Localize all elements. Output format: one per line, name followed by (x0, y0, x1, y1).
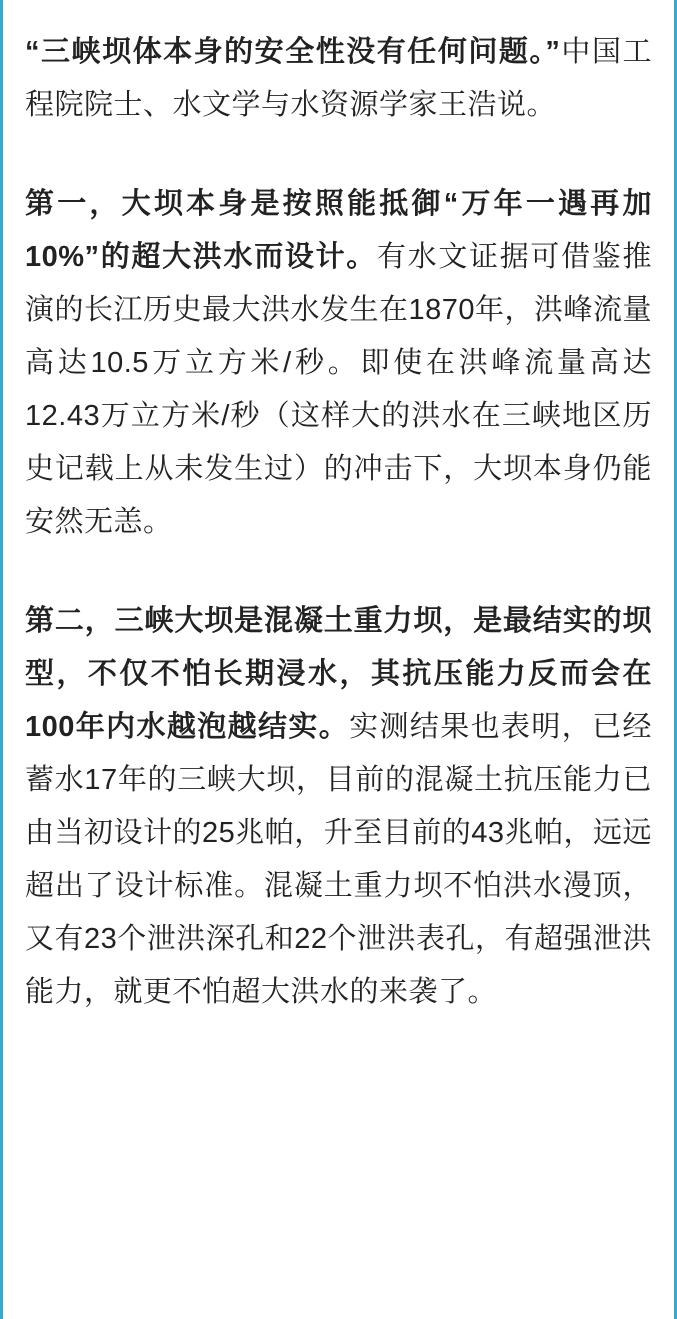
point-one-paragraph (25, 178, 652, 549)
paragraph-spacer-1 (25, 166, 652, 178)
point-one-bold: 第一，大坝本身是按照能抵御“万年一遇再加10%”的超大洪水而设计。 (25, 188, 652, 273)
quote-paragraph-bold: “三峡坝体本身的安全性没有任何问题。” (25, 36, 561, 68)
article-body (3, 0, 674, 1019)
point-one-rest: 有水文证据可借鉴推演的长江历史最大洪水发生在1870年，洪峰流量高达10.5万立方米/秒。即使在洪峰流量高达12.43万立方米/秒（这样大的洪水在三峡地区历史记载上从未发生过）的冲击下，大坝本身仍能安然无恙。 (25, 241, 653, 538)
point-two-rest: 实测结果也表明，已经蓄水17年的三峡大坝，目前的混凝土抗压能力已由当初设计的25兆帕，升至目前的43兆帕，远远超出了设计标准。混凝土重力坝不怕洪水漫顶，又有23个泄洪深孔和22个泄洪表孔，有超强泄洪能力，就更不怕超大洪水的来袭了。 (25, 711, 653, 1008)
paragraph-spacer-2 (25, 583, 652, 595)
point-two-paragraph (25, 595, 652, 1019)
point-two-bold: 第二，三峡大坝是混凝土重力坝，是最结实的坝型，不仅不怕长期浸水，其抗压能力反而会在100年内水越泡越结实。 (25, 605, 652, 743)
quote-paragraph (25, 26, 652, 132)
quote-paragraph-rest: 中国工程院院士、水文学与水资源学家王浩说。 (25, 36, 652, 121)
